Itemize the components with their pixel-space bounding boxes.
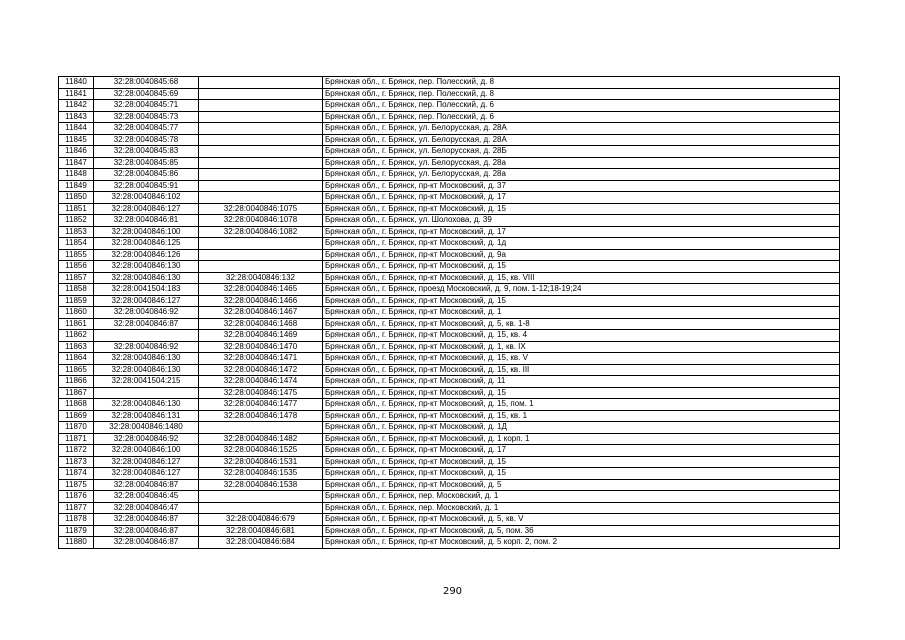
table-row: [59, 261, 840, 273]
address-cell: Брянская обл., г. Брянск, пр-кт Московский, д. 5, кв. V: [323, 514, 840, 526]
land-cadastral-number-cell: 32:28:0040846:45: [94, 491, 199, 503]
row-number-cell: 11870: [59, 422, 94, 434]
address-cell: Брянская обл., г. Брянск, пр-кт Московский, д. 15: [323, 261, 840, 273]
address-cell: Брянская обл., г. Брянск, пр-кт Московский, д. 11: [323, 376, 840, 388]
row-number-cell: 11867: [59, 387, 94, 399]
address-cell: Брянская обл., г. Брянск, пр-кт Московский, д. 15: [323, 203, 840, 215]
address-cell: Брянская обл., г. Брянск, пер. Полесский, д. 8: [323, 88, 840, 100]
address-cell: Брянская обл., г. Брянск, пр-кт Московский, д. 5: [323, 479, 840, 491]
row-number-cell: 11865: [59, 364, 94, 376]
row-number-cell: 11879: [59, 525, 94, 537]
land-cadastral-number-cell: 32:28:0040846:87: [94, 525, 199, 537]
object-cadastral-number-cell: 32:28:0040846:1078: [199, 215, 323, 227]
object-cadastral-number-cell: 32:28:0040846:1472: [199, 364, 323, 376]
address-cell: Брянская обл., г. Брянск, пр-кт Московский, д. 1 корп. 1: [323, 433, 840, 445]
object-cadastral-number-cell: 32:28:0040846:1471: [199, 353, 323, 365]
row-number-cell: 11864: [59, 353, 94, 365]
address-cell: Брянская обл., г. Брянск, пр-кт Московский, д. 1Д: [323, 422, 840, 434]
table-row: [59, 433, 840, 445]
table-row: [59, 100, 840, 112]
land-cadastral-number-cell: 32:28:0040845:71: [94, 100, 199, 112]
table-row: [59, 134, 840, 146]
row-number-cell: 11843: [59, 111, 94, 123]
table-row: [59, 226, 840, 238]
land-cadastral-number-cell: 32:28:0040846:130: [94, 272, 199, 284]
land-cadastral-number-cell: 32:28:0040846:130: [94, 399, 199, 411]
land-cadastral-number-cell: 32:28:0040846:1480: [94, 422, 199, 434]
land-cadastral-number-cell: 32:28:0040846:127: [94, 203, 199, 215]
address-cell: Брянская обл., г. Брянск, пр-кт Московский, д. 1: [323, 307, 840, 319]
land-cadastral-number-cell: 32:28:0040846:92: [94, 341, 199, 353]
row-number-cell: 11866: [59, 376, 94, 388]
row-number-cell: 11856: [59, 261, 94, 273]
table-row: [59, 479, 840, 491]
land-cadastral-number-cell: 32:28:0040845:68: [94, 77, 199, 89]
table-row: [59, 192, 840, 204]
address-cell: Брянская обл., г. Брянск, пр-кт Московский, д. 15, кв. V: [323, 353, 840, 365]
address-cell: Брянская обл., г. Брянск, ул. Белорусская, д. 28а: [323, 157, 840, 169]
row-number-cell: 11859: [59, 295, 94, 307]
table-row: [59, 249, 840, 261]
object-cadastral-number-cell: [199, 111, 323, 123]
address-cell: Брянская обл., г. Брянск, пр-кт Московский, д. 5, пом. 36: [323, 525, 840, 537]
object-cadastral-number-cell: [199, 238, 323, 250]
address-cell: Брянская обл., г. Брянск, пр-кт Московский, д. 15: [323, 295, 840, 307]
land-cadastral-number-cell: [94, 330, 199, 342]
row-number-cell: 11849: [59, 180, 94, 192]
object-cadastral-number-cell: 32:28:0040846:1482: [199, 433, 323, 445]
table-row: [59, 502, 840, 514]
object-cadastral-number-cell: 32:28:0040846:1082: [199, 226, 323, 238]
address-cell: Брянская обл., г. Брянск, ул. Белорусская, д. 28а: [323, 169, 840, 181]
row-number-cell: 11868: [59, 399, 94, 411]
land-cadastral-number-cell: 32:28:0040846:87: [94, 479, 199, 491]
table-row: [59, 123, 840, 135]
land-cadastral-number-cell: 32:28:0040845:91: [94, 180, 199, 192]
object-cadastral-number-cell: [199, 134, 323, 146]
object-cadastral-number-cell: 32:28:0040846:1477: [199, 399, 323, 411]
object-cadastral-number-cell: [199, 77, 323, 89]
table-row: [59, 284, 840, 296]
table-row: [59, 88, 840, 100]
table-row: [59, 215, 840, 227]
land-cadastral-number-cell: 32:28:0040846:92: [94, 307, 199, 319]
object-cadastral-number-cell: [199, 123, 323, 135]
row-number-cell: 11853: [59, 226, 94, 238]
object-cadastral-number-cell: [199, 180, 323, 192]
land-cadastral-number-cell: 32:28:0040846:92: [94, 433, 199, 445]
object-cadastral-number-cell: 32:28:0040846:1535: [199, 468, 323, 480]
land-cadastral-number-cell: [94, 387, 199, 399]
row-number-cell: 11850: [59, 192, 94, 204]
table-row: [59, 445, 840, 457]
address-cell: Брянская обл., г. Брянск, пер. Полесский, д. 6: [323, 100, 840, 112]
row-number-cell: 11854: [59, 238, 94, 250]
row-number-cell: 11872: [59, 445, 94, 457]
table-row: [59, 157, 840, 169]
row-number-cell: 11844: [59, 123, 94, 135]
object-cadastral-number-cell: 32:28:0040846:1525: [199, 445, 323, 457]
address-cell: Брянская обл., г. Брянск, пр-кт Московский, д. 15, кв. 4: [323, 330, 840, 342]
object-cadastral-number-cell: 32:28:0040846:1469: [199, 330, 323, 342]
table-body: [59, 77, 840, 549]
land-cadastral-number-cell: 32:28:0040845:77: [94, 123, 199, 135]
row-number-cell: 11841: [59, 88, 94, 100]
row-number-cell: 11845: [59, 134, 94, 146]
object-cadastral-number-cell: 32:28:0040846:1466: [199, 295, 323, 307]
address-cell: Брянская обл., г. Брянск, пр-кт Московский, д. 37: [323, 180, 840, 192]
address-cell: Брянская обл., г. Брянск, пер. Полесский, д. 6: [323, 111, 840, 123]
land-cadastral-number-cell: 32:28:0040846:47: [94, 502, 199, 514]
object-cadastral-number-cell: [199, 491, 323, 503]
row-number-cell: 11874: [59, 468, 94, 480]
row-number-cell: 11873: [59, 456, 94, 468]
table-row: [59, 537, 840, 549]
land-cadastral-number-cell: 32:28:0040846:87: [94, 514, 199, 526]
land-cadastral-number-cell: 32:28:0040846:127: [94, 295, 199, 307]
object-cadastral-number-cell: 32:28:0040846:1468: [199, 318, 323, 330]
table-row: [59, 295, 840, 307]
row-number-cell: 11857: [59, 272, 94, 284]
row-number-cell: 11848: [59, 169, 94, 181]
object-cadastral-number-cell: [199, 502, 323, 514]
address-cell: Брянская обл., г. Брянск, пр-кт Московский, д. 5 корп. 2, пом. 2: [323, 537, 840, 549]
land-cadastral-number-cell: 32:28:0040846:125: [94, 238, 199, 250]
row-number-cell: 11851: [59, 203, 94, 215]
table-row: [59, 341, 840, 353]
land-cadastral-number-cell: 32:28:0040846:130: [94, 364, 199, 376]
land-cadastral-number-cell: 32:28:0040846:100: [94, 226, 199, 238]
land-cadastral-number-cell: 32:28:0040846:81: [94, 215, 199, 227]
row-number-cell: 11869: [59, 410, 94, 422]
object-cadastral-number-cell: 32:28:0040846:1465: [199, 284, 323, 296]
row-number-cell: 11871: [59, 433, 94, 445]
table-row: [59, 307, 840, 319]
address-cell: Брянская обл., г. Брянск, ул. Шолохова, д. 39: [323, 215, 840, 227]
land-cadastral-number-cell: 32:28:0040845:69: [94, 88, 199, 100]
land-cadastral-number-cell: 32:28:0040846:127: [94, 456, 199, 468]
land-cadastral-number-cell: 32:28:0040845:85: [94, 157, 199, 169]
land-cadastral-number-cell: 32:28:0040845:73: [94, 111, 199, 123]
object-cadastral-number-cell: [199, 261, 323, 273]
land-cadastral-number-cell: 32:28:0040846:130: [94, 261, 199, 273]
object-cadastral-number-cell: 32:28:0040846:684: [199, 537, 323, 549]
address-cell: Брянская обл., г. Брянск, ул. Белорусская, д. 28А: [323, 123, 840, 135]
address-cell: Брянская обл., г. Брянск, пр-кт Московский, д. 17: [323, 192, 840, 204]
address-cell: Брянская обл., г. Брянск, пр-кт Московский, д. 15, кв. III: [323, 364, 840, 376]
table-row: [59, 77, 840, 89]
land-cadastral-number-cell: 32:28:0040846:126: [94, 249, 199, 261]
object-cadastral-number-cell: [199, 249, 323, 261]
object-cadastral-number-cell: [199, 100, 323, 112]
table-row: [59, 169, 840, 181]
table-row: [59, 146, 840, 158]
row-number-cell: 11847: [59, 157, 94, 169]
address-cell: Брянская обл., г. Брянск, пр-кт Московский, д. 15: [323, 387, 840, 399]
cadastral-table: [58, 76, 840, 549]
row-number-cell: 11842: [59, 100, 94, 112]
table-row: [59, 456, 840, 468]
land-cadastral-number-cell: 32:28:0040845:86: [94, 169, 199, 181]
land-cadastral-number-cell: 32:28:0040846:100: [94, 445, 199, 457]
table-row: [59, 272, 840, 284]
address-cell: Брянская обл., г. Брянск, пр-кт Московский, д. 1д: [323, 238, 840, 250]
table-row: [59, 203, 840, 215]
object-cadastral-number-cell: 32:28:0040846:1075: [199, 203, 323, 215]
address-cell: Брянская обл., г. Брянск, ул. Белорусская, д. 28Б: [323, 146, 840, 158]
table-row: [59, 410, 840, 422]
object-cadastral-number-cell: [199, 88, 323, 100]
table-row: [59, 514, 840, 526]
table-row: [59, 238, 840, 250]
land-cadastral-number-cell: 32:28:0040846:102: [94, 192, 199, 204]
land-cadastral-number-cell: 32:28:0040846:130: [94, 353, 199, 365]
table-row: [59, 180, 840, 192]
address-cell: Брянская обл., г. Брянск, пр-кт Московский, д. 15, кв. VIII: [323, 272, 840, 284]
land-cadastral-number-cell: 32:28:0040846:87: [94, 537, 199, 549]
address-cell: Брянская обл., г. Брянск, пер. Московский, д. 1: [323, 502, 840, 514]
row-number-cell: 11855: [59, 249, 94, 261]
address-cell: Брянская обл., г. Брянск, пер. Полесский, д. 8: [323, 77, 840, 89]
object-cadastral-number-cell: [199, 169, 323, 181]
row-number-cell: 11852: [59, 215, 94, 227]
row-number-cell: 11876: [59, 491, 94, 503]
address-cell: Брянская обл., г. Брянск, пр-кт Московский, д. 15: [323, 468, 840, 480]
table-row: [59, 525, 840, 537]
land-cadastral-number-cell: 32:28:0040846:87: [94, 318, 199, 330]
object-cadastral-number-cell: [199, 157, 323, 169]
land-cadastral-number-cell: 32:28:0040845:78: [94, 134, 199, 146]
table-row: [59, 364, 840, 376]
address-cell: Брянская обл., г. Брянск, пр-кт Московский, д. 1, кв. IX: [323, 341, 840, 353]
row-number-cell: 11840: [59, 77, 94, 89]
address-cell: Брянская обл., г. Брянск, пр-кт Московский, д. 5, кв. 1-8: [323, 318, 840, 330]
object-cadastral-number-cell: 32:28:0040846:1538: [199, 479, 323, 491]
land-cadastral-number-cell: 32:28:0040845:83: [94, 146, 199, 158]
address-cell: Брянская обл., г. Брянск, пр-кт Московский, д. 15, кв. 1: [323, 410, 840, 422]
table-row: [59, 399, 840, 411]
table-row: [59, 422, 840, 434]
land-cadastral-number-cell: 32:28:0040846:127: [94, 468, 199, 480]
object-cadastral-number-cell: [199, 192, 323, 204]
table-row: [59, 387, 840, 399]
address-cell: Брянская обл., г. Брянск, проезд Московский, д. 9, пом. 1-12;18-19;24: [323, 284, 840, 296]
row-number-cell: 11863: [59, 341, 94, 353]
row-number-cell: 11862: [59, 330, 94, 342]
address-cell: Брянская обл., г. Брянск, ул. Белорусская, д. 28А: [323, 134, 840, 146]
table-row: [59, 376, 840, 388]
object-cadastral-number-cell: 32:28:0040846:1474: [199, 376, 323, 388]
row-number-cell: 11877: [59, 502, 94, 514]
object-cadastral-number-cell: 32:28:0040846:1470: [199, 341, 323, 353]
object-cadastral-number-cell: [199, 422, 323, 434]
object-cadastral-number-cell: 32:28:0040846:679: [199, 514, 323, 526]
row-number-cell: 11846: [59, 146, 94, 158]
row-number-cell: 11860: [59, 307, 94, 319]
table-row: [59, 353, 840, 365]
land-cadastral-number-cell: 32:28:0041504:183: [94, 284, 199, 296]
address-cell: Брянская обл., г. Брянск, пр-кт Московский, д. 15, пом. 1: [323, 399, 840, 411]
page-number: 290: [442, 586, 463, 597]
object-cadastral-number-cell: 32:28:0040846:1531: [199, 456, 323, 468]
address-cell: Брянская обл., г. Брянск, пр-кт Московский, д. 17: [323, 226, 840, 238]
row-number-cell: 11875: [59, 479, 94, 491]
table-row: [59, 318, 840, 330]
object-cadastral-number-cell: 32:28:0040846:132: [199, 272, 323, 284]
address-cell: Брянская обл., г. Брянск, пер. Московский, д. 1: [323, 491, 840, 503]
address-cell: Брянская обл., г. Брянск, пр-кт Московский, д. 17: [323, 445, 840, 457]
land-cadastral-number-cell: 32:28:0040846:131: [94, 410, 199, 422]
object-cadastral-number-cell: [199, 146, 323, 158]
object-cadastral-number-cell: 32:28:0040846:1467: [199, 307, 323, 319]
land-cadastral-number-cell: 32:28:0041504:215: [94, 376, 199, 388]
address-cell: Брянская обл., г. Брянск, пр-кт Московский, д. 9а: [323, 249, 840, 261]
table-row: [59, 491, 840, 503]
table-row: [59, 330, 840, 342]
row-number-cell: 11858: [59, 284, 94, 296]
object-cadastral-number-cell: 32:28:0040846:681: [199, 525, 323, 537]
row-number-cell: 11861: [59, 318, 94, 330]
address-cell: Брянская обл., г. Брянск, пр-кт Московский, д. 15: [323, 456, 840, 468]
table-row: [59, 468, 840, 480]
object-cadastral-number-cell: 32:28:0040846:1478: [199, 410, 323, 422]
row-number-cell: 11878: [59, 514, 94, 526]
table-row: [59, 111, 840, 123]
row-number-cell: 11880: [59, 537, 94, 549]
object-cadastral-number-cell: 32:28:0040846:1475: [199, 387, 323, 399]
